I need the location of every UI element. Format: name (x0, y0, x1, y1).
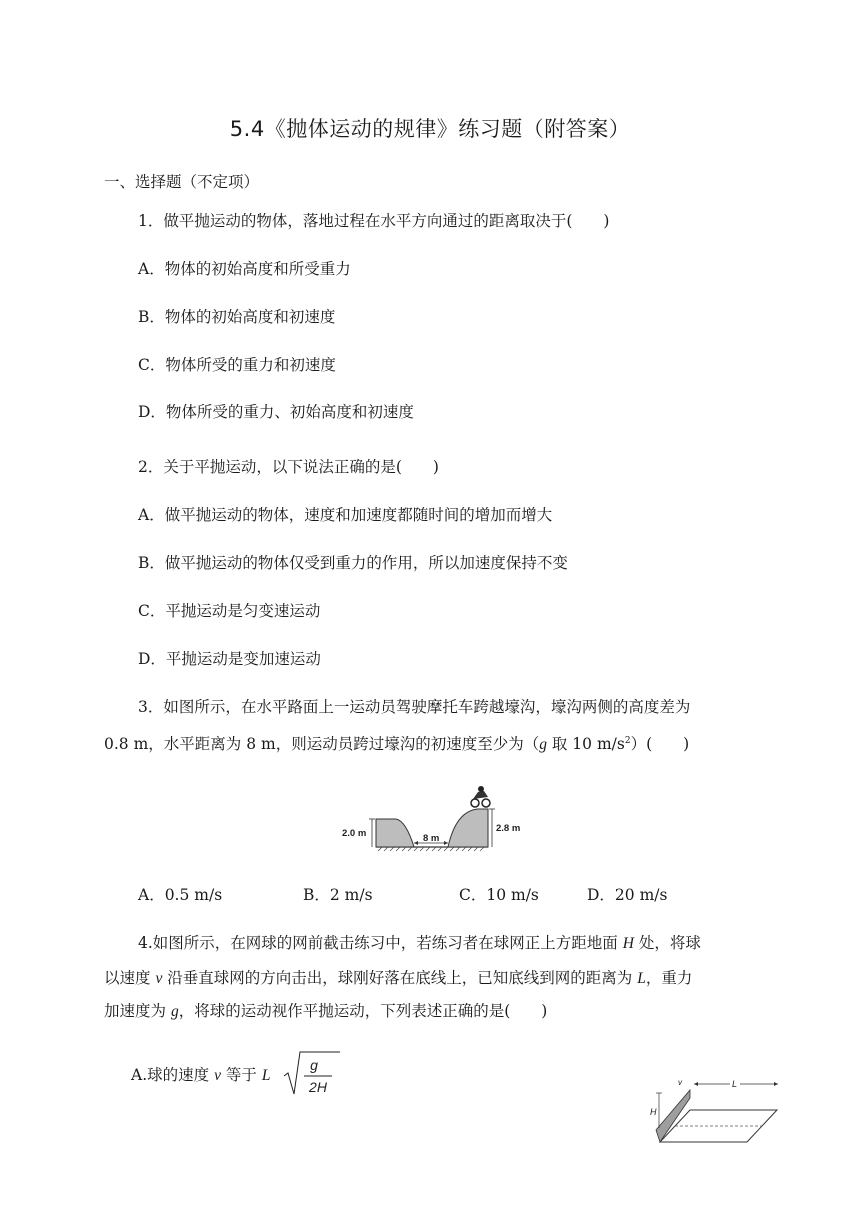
q2-option-b: B．做平抛运动的物体仅受到重力的作用，所以加速度保持不变 (138, 554, 568, 572)
q3-stem-line2: 0.8 m，水平距离为 8 m，则运动员跨过壕沟的初速度至少为（g 取 10 $m/s^2$）( ) (104, 735, 690, 753)
q1-option-b: B．物体的初始高度和初速度 (138, 308, 336, 326)
q2-stem: 2．关于平抛运动，以下说法正确的是( ) (138, 458, 439, 476)
q3-option-d: D．20 m/s (587, 886, 668, 904)
q3-option-b: B．2 m/s (303, 886, 373, 904)
q4-tennis-court-figure (648, 1076, 783, 1148)
q3-option-a: A．0.5 m/s (138, 886, 223, 904)
page-title: 5.4《抛体运动的规律》练习题（附答案） (229, 117, 631, 141)
q2-option-a: A．做平抛运动的物体，速度和加速度都随时间的增加而增大 (138, 506, 553, 524)
motorcycle-icon (471, 786, 490, 807)
q3-gap-label: 8 m (423, 833, 440, 844)
q4-fraction-numerator: g (310, 1057, 318, 1073)
q3-motorcycle-trench-figure (338, 785, 528, 855)
q4-sqrt-fraction (282, 1048, 342, 1098)
q1-option-c: C．物体所受的重力和初速度 (138, 356, 336, 374)
q3-option-c: C．10 m/s (459, 886, 539, 904)
section-heading: 一、选择题（不定项） (104, 173, 260, 191)
q4-stem-line3: 加速度为 g，将球的运动视作平抛运动，下列表述正确的是( ) (104, 1002, 548, 1020)
q3-right-height-label: 2.8 m (496, 823, 521, 834)
q4-height-label: H (650, 1107, 657, 1117)
q3-stem-line1: 3．如图所示，在水平路面上一运动员驾驶摩托车跨越壕沟，壕沟两侧的高度差为 (138, 698, 691, 716)
q4-stem-line1: 4.如图所示，在网球的网前截击练习中，若练习者在球网正上方距地面 H 处，将球 (138, 934, 701, 952)
q4-option-a: A.球的速度 v 等于 L (131, 1066, 271, 1084)
q4-length-label: L (732, 1079, 738, 1089)
q3-left-height-label: 2.0 m (342, 828, 367, 839)
q2-option-c: C．平抛运动是匀变速运动 (138, 602, 321, 620)
q1-stem: 1．做平抛运动的物体，落地过程在水平方向通过的距离取决于( ) (138, 212, 610, 230)
q1-option-a: A．物体的初始高度和所受重力 (138, 260, 351, 278)
q4-velocity-label: v (678, 1078, 682, 1087)
q4-fraction-denominator: 2H (309, 1079, 327, 1095)
q2-option-d: D．平抛运动是变加速运动 (138, 650, 321, 668)
q4-stem-line2: 以速度 v 沿垂直球网的方向击出，球刚好落在底线上，已知底线到网的距离为 L，重力 (104, 969, 693, 987)
q1-option-d: D．物体所受的重力、初始高度和初速度 (138, 403, 414, 421)
